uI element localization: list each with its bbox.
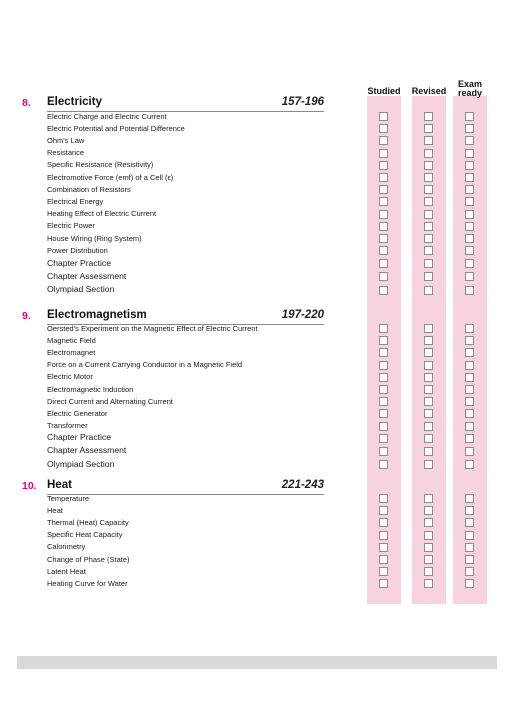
- revised-checkbox[interactable]: [424, 409, 433, 418]
- exam-checkbox[interactable]: [465, 149, 474, 158]
- revised-checkbox[interactable]: [424, 324, 433, 333]
- exam-checkbox[interactable]: [465, 234, 474, 243]
- revised-checkbox[interactable]: [424, 272, 433, 281]
- studied-checkbox[interactable]: [379, 161, 388, 170]
- exam-checkbox[interactable]: [465, 447, 474, 456]
- exam-checkbox[interactable]: [465, 185, 474, 194]
- revised-checkbox[interactable]: [424, 579, 433, 588]
- topic-label: Electric Generator: [47, 408, 108, 418]
- exam-checkbox[interactable]: [465, 210, 474, 219]
- topic-label: Electromotive Force (emf) of a Cell (ε): [47, 172, 174, 182]
- exam-checkbox[interactable]: [465, 434, 474, 443]
- revised-checkbox[interactable]: [424, 161, 433, 170]
- topic-label: Electrical Energy: [47, 196, 104, 206]
- studied-checkbox[interactable]: [379, 272, 388, 281]
- topic-label: Electric Potential and Potential Difference: [47, 123, 185, 133]
- exam-checkbox[interactable]: [465, 422, 474, 431]
- revised-checkbox[interactable]: [424, 460, 433, 469]
- exam-checkbox[interactable]: [465, 506, 474, 515]
- topic-label: Specific Heat Capacity: [47, 530, 123, 540]
- column-header-line: Exam: [457, 79, 483, 89]
- revised-checkbox[interactable]: [424, 246, 433, 255]
- column-header-exam: [447, 80, 493, 98]
- studied-checkbox[interactable]: [379, 397, 388, 406]
- revised-checkbox[interactable]: [424, 494, 433, 503]
- studied-checkbox[interactable]: [379, 460, 388, 469]
- studied-checkbox[interactable]: [379, 246, 388, 255]
- exam-checkbox[interactable]: [465, 385, 474, 394]
- topic-label: Thermal (Heat) Capacity: [47, 517, 129, 527]
- revised-checkbox[interactable]: [424, 518, 433, 527]
- revised-checkbox[interactable]: [424, 124, 433, 133]
- studied-checkbox[interactable]: [379, 348, 388, 357]
- topic-label: Chapter Assessment: [47, 270, 127, 281]
- topic-label: Latent Heat: [47, 566, 86, 576]
- topic-label: Power Distribution: [47, 245, 108, 255]
- topic-label: Combination of Resistors: [47, 184, 131, 194]
- topic-label: Chapter Practice: [47, 257, 112, 268]
- topic-label: Heating Effect of Electric Current: [47, 209, 157, 219]
- studied-checkbox[interactable]: [379, 506, 388, 515]
- studied-checkbox[interactable]: [379, 422, 388, 431]
- exam-checkbox[interactable]: [465, 409, 474, 418]
- studied-checkbox[interactable]: [379, 136, 388, 145]
- studied-checkbox[interactable]: [379, 197, 388, 206]
- revised-checkbox[interactable]: [424, 149, 433, 158]
- exam-checkbox[interactable]: [465, 246, 474, 255]
- studied-checkbox[interactable]: [379, 579, 388, 588]
- topic-label: Resistance: [47, 148, 85, 158]
- topic-label: Ohm's Law: [47, 135, 85, 145]
- studied-checkbox[interactable]: [379, 567, 388, 576]
- topic-label: Electromagnet: [47, 347, 96, 357]
- studied-checkbox[interactable]: [379, 185, 388, 194]
- column-header-line: ready: [457, 88, 483, 98]
- topic-label: Electric Power: [47, 221, 95, 231]
- topic-label: Temperature: [47, 493, 90, 503]
- chapter-title: Electricity: [47, 96, 102, 108]
- revised-checkbox[interactable]: [424, 543, 433, 552]
- studied-checkbox[interactable]: [379, 373, 388, 382]
- exam-checkbox[interactable]: [465, 112, 474, 121]
- revised-checkbox[interactable]: [424, 555, 433, 564]
- topic-label: Direct Current and Alternating Current: [47, 396, 173, 406]
- revised-checkbox[interactable]: [424, 506, 433, 515]
- chapter-heading: [22, 310, 324, 324]
- topic-label: Olympiad Section: [47, 458, 115, 469]
- exam-checkbox[interactable]: [465, 336, 474, 345]
- revised-checkbox[interactable]: [424, 136, 433, 145]
- chapter-pages: 221-243: [281, 479, 324, 491]
- topic-label: Change of Phase (State): [47, 554, 130, 564]
- exam-checkbox[interactable]: [465, 222, 474, 231]
- topic-label: Electromagnetic Induction: [47, 384, 134, 394]
- exam-checkbox[interactable]: [465, 460, 474, 469]
- exam-checkbox[interactable]: [465, 173, 474, 182]
- studied-checkbox[interactable]: [379, 336, 388, 345]
- studied-checkbox[interactable]: [379, 124, 388, 133]
- exam-checkbox[interactable]: [465, 567, 474, 576]
- studied-checkbox[interactable]: [379, 494, 388, 503]
- exam-checkbox[interactable]: [465, 324, 474, 333]
- studied-checkbox[interactable]: [379, 259, 388, 268]
- column-header-line: Revised: [411, 86, 447, 96]
- revised-checkbox[interactable]: [424, 259, 433, 268]
- studied-checkbox[interactable]: [379, 518, 388, 527]
- chapter-title: Heat: [47, 479, 72, 491]
- exam-checkbox[interactable]: [465, 259, 474, 268]
- revised-checkbox[interactable]: [424, 234, 433, 243]
- topic-label: Electric Charge and Electric Current: [47, 111, 167, 121]
- studied-checkbox[interactable]: [379, 324, 388, 333]
- exam-checkbox[interactable]: [465, 555, 474, 564]
- chapter-number: 8.: [22, 97, 31, 109]
- column-header-revised: [406, 87, 452, 96]
- chapter-pages: 197-220: [281, 309, 324, 321]
- studied-checkbox[interactable]: [379, 434, 388, 443]
- chapter-number: 9.: [22, 310, 31, 322]
- topic-label: Calorimetry: [47, 542, 86, 552]
- revised-checkbox[interactable]: [424, 531, 433, 540]
- studied-checkbox[interactable]: [379, 543, 388, 552]
- studied-checkbox[interactable]: [379, 222, 388, 231]
- topic-label: Specific Resistance (Resistivity): [47, 160, 154, 170]
- studied-checkbox[interactable]: [379, 149, 388, 158]
- studied-checkbox[interactable]: [379, 409, 388, 418]
- studied-checkbox[interactable]: [379, 112, 388, 121]
- topic-label: Chapter Practice: [47, 432, 112, 443]
- topic-label: Heating Curve for Water: [47, 578, 128, 588]
- revised-checkbox[interactable]: [424, 112, 433, 121]
- studied-checkbox[interactable]: [379, 234, 388, 243]
- exam-checkbox[interactable]: [465, 373, 474, 382]
- studied-checkbox[interactable]: [379, 555, 388, 564]
- revised-checkbox[interactable]: [424, 286, 433, 295]
- revised-checkbox[interactable]: [424, 567, 433, 576]
- chapter-heading: [22, 97, 324, 111]
- revised-checkbox[interactable]: [424, 348, 433, 357]
- exam-checkbox[interactable]: [465, 531, 474, 540]
- exam-checkbox[interactable]: [465, 124, 474, 133]
- chapter-heading: [22, 480, 324, 494]
- topic-label: Chapter Assessment: [47, 445, 127, 456]
- column-header-studied: [361, 87, 407, 96]
- studied-checkbox[interactable]: [379, 531, 388, 540]
- exam-checkbox[interactable]: [465, 286, 474, 295]
- exam-checkbox[interactable]: [465, 579, 474, 588]
- revised-checkbox[interactable]: [424, 173, 433, 182]
- exam-checkbox[interactable]: [465, 361, 474, 370]
- revised-checkbox[interactable]: [424, 397, 433, 406]
- exam-checkbox[interactable]: [465, 397, 474, 406]
- studied-checkbox[interactable]: [379, 385, 388, 394]
- revised-checkbox[interactable]: [424, 222, 433, 231]
- studied-checkbox[interactable]: [379, 286, 388, 295]
- chapter-title: Electromagnetism: [47, 309, 147, 321]
- topic-label: Electric Motor: [47, 372, 93, 382]
- revised-checkbox[interactable]: [424, 185, 433, 194]
- chapter-pages: 157-196: [281, 96, 324, 108]
- topic-label: Transformer: [47, 421, 88, 431]
- topic-label: Magnetic Field: [47, 335, 96, 345]
- studied-checkbox[interactable]: [379, 210, 388, 219]
- exam-checkbox[interactable]: [465, 543, 474, 552]
- exam-checkbox[interactable]: [465, 136, 474, 145]
- revised-checkbox[interactable]: [424, 422, 433, 431]
- exam-checkbox[interactable]: [465, 161, 474, 170]
- topic-label: Olympiad Section: [47, 284, 115, 294]
- revised-checkbox[interactable]: [424, 434, 433, 443]
- topic-label: House Wiring (Ring System): [47, 233, 142, 243]
- exam-checkbox[interactable]: [465, 518, 474, 527]
- studied-checkbox[interactable]: [379, 447, 388, 456]
- studied-checkbox[interactable]: [379, 173, 388, 182]
- revised-checkbox[interactable]: [424, 197, 433, 206]
- exam-checkbox[interactable]: [465, 272, 474, 281]
- revised-checkbox[interactable]: [424, 210, 433, 219]
- revised-checkbox[interactable]: [424, 373, 433, 382]
- footer-bar: [17, 656, 497, 669]
- column-header-line: Studied: [367, 86, 401, 96]
- revised-checkbox[interactable]: [424, 361, 433, 370]
- revised-checkbox[interactable]: [424, 385, 433, 394]
- chapter-number: 10.: [22, 480, 37, 492]
- revised-checkbox[interactable]: [424, 447, 433, 456]
- exam-checkbox[interactable]: [465, 494, 474, 503]
- studied-checkbox[interactable]: [379, 361, 388, 370]
- revised-checkbox[interactable]: [424, 336, 433, 345]
- exam-checkbox[interactable]: [465, 197, 474, 206]
- exam-checkbox[interactable]: [465, 348, 474, 357]
- topic-label: Force on a Current Carrying Conductor in a Magnetic Field: [47, 360, 243, 370]
- topic-label: Heat: [47, 505, 63, 515]
- topic-label: Oersted's Experiment on the Magnetic Effect of Electric Current: [47, 323, 258, 333]
